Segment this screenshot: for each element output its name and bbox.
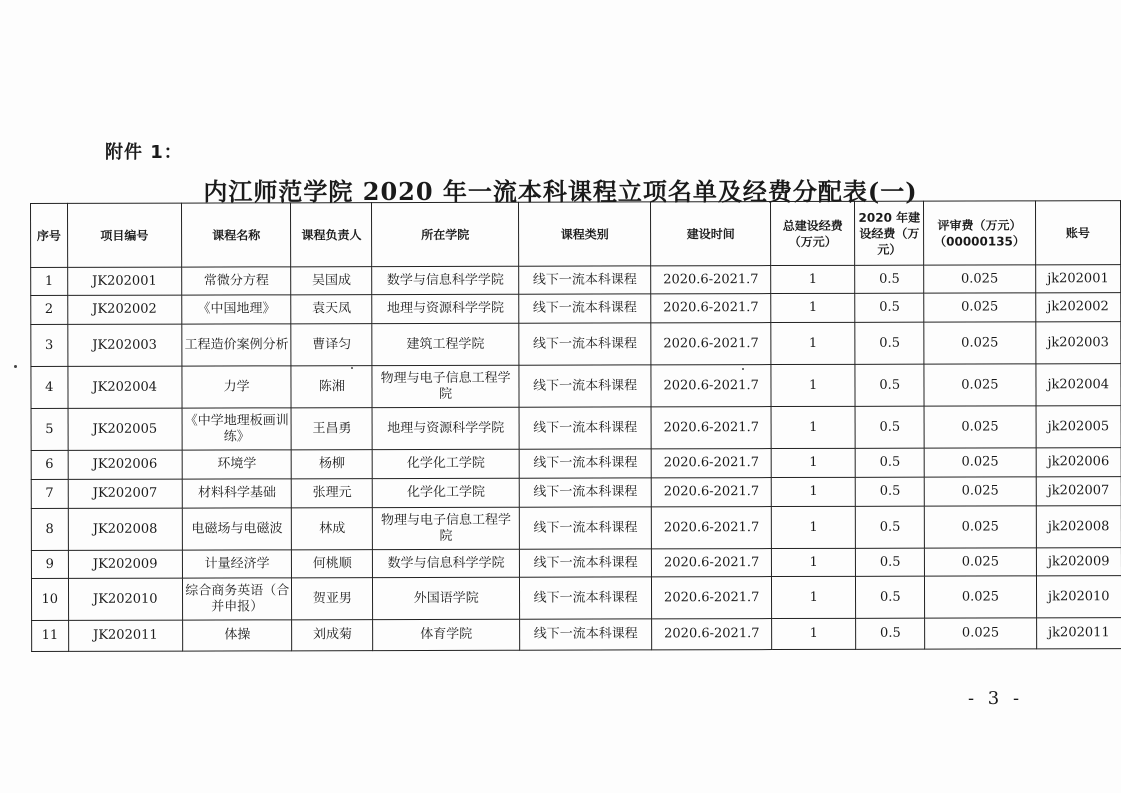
cell-leader: 林成	[292, 508, 373, 550]
cell-code: JK202007	[68, 479, 183, 508]
table-header-row	[31, 201, 1121, 268]
cell-category: 线下一流本科课程	[519, 478, 651, 507]
cell-no: 7	[31, 479, 68, 508]
cell-review-fee: 0.025	[924, 265, 1035, 293]
cell-code: JK202005	[68, 408, 183, 450]
table-body	[31, 265, 1121, 652]
cell-leader: 刘成菊	[292, 620, 373, 651]
header-review-fee: 评审费（万元）（00000135）	[924, 201, 1035, 265]
cell-category: 线下一流本科课程	[519, 507, 651, 549]
cell-account: jk202011	[1036, 618, 1121, 649]
cell-period: 2020.6-2021.7	[652, 549, 772, 577]
cell-no: 5	[31, 408, 68, 450]
table-row	[31, 506, 1121, 551]
cell-leader: 曹译匀	[291, 324, 372, 366]
cell-category: 线下一流本科课程	[520, 577, 652, 619]
cell-budget-2020: 0.5	[855, 265, 924, 293]
cell-total-budget: 1	[771, 448, 855, 477]
cell-budget-2020: 0.5	[855, 448, 924, 477]
table-row	[31, 293, 1121, 325]
cell-category: 线下一流本科课程	[519, 449, 651, 478]
cell-course: 力学	[182, 366, 292, 408]
cell-review-fee: 0.025	[924, 448, 1035, 477]
header-code: 项目编号	[67, 203, 182, 267]
cell-leader: 吴国成	[291, 267, 372, 295]
cell-total-budget: 1	[771, 364, 855, 406]
table-row	[31, 576, 1121, 621]
cell-course: 材料科学基础	[182, 479, 291, 508]
cell-period: 2020.6-2021.7	[651, 478, 771, 507]
cell-no: 6	[31, 450, 68, 479]
cell-no: 3	[31, 324, 68, 366]
cell-budget-2020: 0.5	[856, 506, 925, 548]
cell-period: 2020.6-2021.7	[651, 294, 771, 323]
cell-code: JK202003	[67, 324, 182, 366]
header-budget-2020: 2020 年建设经费（万元）	[855, 201, 924, 265]
cell-account: jk202004	[1035, 364, 1121, 406]
document-title: 内江师范学院 2020 年一流本科课程立项名单及经费分配表(一)	[203, 177, 918, 206]
cell-leader: 何桃顺	[292, 550, 373, 578]
cell-college: 地理与资源科学学院	[372, 294, 519, 323]
cell-review-fee: 0.025	[925, 506, 1036, 548]
cell-budget-2020: 0.5	[855, 406, 924, 448]
header-period: 建设时间	[651, 202, 771, 266]
cell-review-fee: 0.025	[924, 406, 1035, 448]
cell-no: 11	[32, 620, 69, 651]
cell-budget-2020: 0.5	[856, 477, 925, 506]
scan-speck	[14, 365, 17, 368]
cell-leader: 陈湘	[291, 366, 372, 408]
cell-account: jk202009	[1036, 548, 1121, 576]
cell-period: 2020.6-2021.7	[651, 449, 771, 478]
cell-no: 8	[31, 508, 68, 550]
cell-category: 线下一流本科课程	[519, 407, 651, 449]
cell-course: 《中学地理板画训练》	[182, 408, 292, 450]
cell-review-fee: 0.025	[925, 548, 1036, 576]
cell-code: JK202011	[68, 620, 183, 651]
cell-college: 物理与电子信息工程学院	[373, 507, 520, 549]
cell-no: 1	[31, 267, 68, 295]
cell-review-fee: 0.025	[924, 477, 1035, 506]
cell-review-fee: 0.025	[924, 364, 1035, 406]
cell-college: 数学与信息科学学院	[372, 266, 519, 294]
cell-course: 体操	[183, 620, 292, 651]
cell-total-budget: 1	[771, 322, 855, 364]
header-course: 课程名称	[182, 203, 292, 267]
cell-category: 线下一流本科课程	[519, 323, 651, 365]
header-college: 所在学院	[372, 202, 519, 266]
cell-period: 2020.6-2021.7	[652, 577, 772, 619]
cell-total-budget: 1	[772, 548, 856, 576]
cell-college: 外国语学院	[373, 577, 520, 619]
cell-budget-2020: 0.5	[856, 618, 925, 649]
cell-account: jk202010	[1036, 576, 1121, 618]
cell-total-budget: 1	[771, 506, 855, 548]
cell-period: 2020.6-2021.7	[652, 507, 772, 549]
cell-course: 环境学	[182, 450, 291, 479]
table-row	[31, 448, 1121, 480]
cell-total-budget: 1	[771, 477, 855, 506]
table-row	[31, 364, 1121, 409]
course-budget-table	[30, 200, 1121, 652]
cell-no: 2	[31, 295, 68, 324]
cell-budget-2020: 0.5	[855, 293, 924, 322]
cell-total-budget: 1	[771, 406, 855, 448]
cell-account: jk202007	[1036, 477, 1121, 506]
cell-leader: 贺亚男	[292, 578, 373, 620]
cell-college: 建筑工程学院	[372, 323, 519, 365]
cell-category: 线下一流本科课程	[520, 619, 652, 650]
cell-account: jk202005	[1036, 406, 1121, 448]
cell-account: jk202006	[1036, 448, 1121, 477]
cell-code: JK202008	[68, 508, 183, 550]
cell-category: 线下一流本科课程	[519, 365, 651, 407]
cell-code: JK202006	[68, 450, 183, 479]
cell-review-fee: 0.025	[925, 618, 1036, 649]
cell-course: 常微分方程	[182, 267, 291, 295]
cell-account: jk202001	[1035, 265, 1121, 293]
cell-leader: 袁天凤	[291, 295, 372, 324]
cell-review-fee: 0.025	[924, 293, 1035, 322]
cell-course: 《中国地理》	[182, 295, 291, 324]
cell-period: 2020.6-2021.7	[652, 619, 772, 650]
cell-leader: 王昌勇	[291, 408, 372, 450]
table-row	[31, 477, 1121, 509]
cell-course: 综合商务英语（合并申报）	[182, 578, 292, 620]
header-category: 课程类别	[519, 202, 651, 266]
table-row	[32, 618, 1121, 652]
table-row	[31, 406, 1121, 451]
cell-budget-2020: 0.5	[855, 364, 924, 406]
cell-leader: 杨柳	[292, 450, 373, 479]
cell-budget-2020: 0.5	[855, 322, 924, 364]
cell-college: 地理与资源科学学院	[372, 407, 519, 449]
cell-course: 计量经济学	[182, 550, 291, 578]
cell-leader: 张理元	[292, 479, 373, 508]
cell-course: 工程造价案例分析	[182, 324, 292, 366]
cell-review-fee: 0.025	[924, 322, 1035, 364]
page-number: - 3 -	[968, 688, 1024, 709]
cell-code: JK202009	[68, 550, 183, 578]
cell-code: JK202001	[67, 267, 182, 295]
cell-college: 物理与电子信息工程学院	[372, 365, 519, 407]
cell-review-fee: 0.025	[925, 576, 1036, 618]
cell-period: 2020.6-2021.7	[651, 266, 771, 294]
cell-total-budget: 1	[771, 293, 855, 322]
cell-no: 4	[31, 366, 68, 408]
cell-budget-2020: 0.5	[856, 576, 925, 618]
cell-category: 线下一流本科课程	[519, 294, 651, 323]
cell-total-budget: 1	[772, 576, 856, 618]
cell-code: JK202004	[67, 366, 182, 408]
cell-account: jk202002	[1035, 293, 1121, 322]
cell-code: JK202002	[67, 295, 182, 324]
cell-college: 化学化工学院	[372, 449, 519, 478]
cell-college: 化学化工学院	[373, 478, 520, 507]
cell-budget-2020: 0.5	[856, 548, 925, 576]
header-no: 序号	[31, 203, 68, 267]
cell-period: 2020.6-2021.7	[651, 323, 771, 365]
cell-no: 9	[31, 550, 68, 578]
cell-no: 10	[31, 578, 68, 620]
cell-total-budget: 1	[771, 265, 855, 293]
cell-account: jk202003	[1035, 322, 1121, 364]
cell-period: 2020.6-2021.7	[651, 365, 771, 407]
header-leader: 课程负责人	[291, 203, 372, 267]
cell-code: JK202010	[68, 578, 183, 620]
cell-college: 体育学院	[373, 619, 520, 650]
table-row	[31, 548, 1121, 579]
attachment-label: 附件 1：	[105, 142, 183, 163]
cell-account: jk202008	[1036, 506, 1121, 548]
table-row	[31, 322, 1121, 367]
header-account: 账号	[1035, 201, 1121, 265]
cell-period: 2020.6-2021.7	[651, 407, 771, 449]
header-total-budget: 总建设经费（万元）	[771, 201, 855, 265]
cell-course: 电磁场与电磁波	[182, 508, 292, 550]
cell-category: 线下一流本科课程	[519, 266, 651, 294]
table-row	[31, 265, 1121, 296]
scan-speck	[351, 367, 353, 369]
scan-speck	[742, 368, 744, 370]
cell-category: 线下一流本科课程	[519, 549, 651, 577]
cell-total-budget: 1	[772, 618, 856, 649]
cell-college: 数学与信息科学学院	[373, 549, 520, 577]
